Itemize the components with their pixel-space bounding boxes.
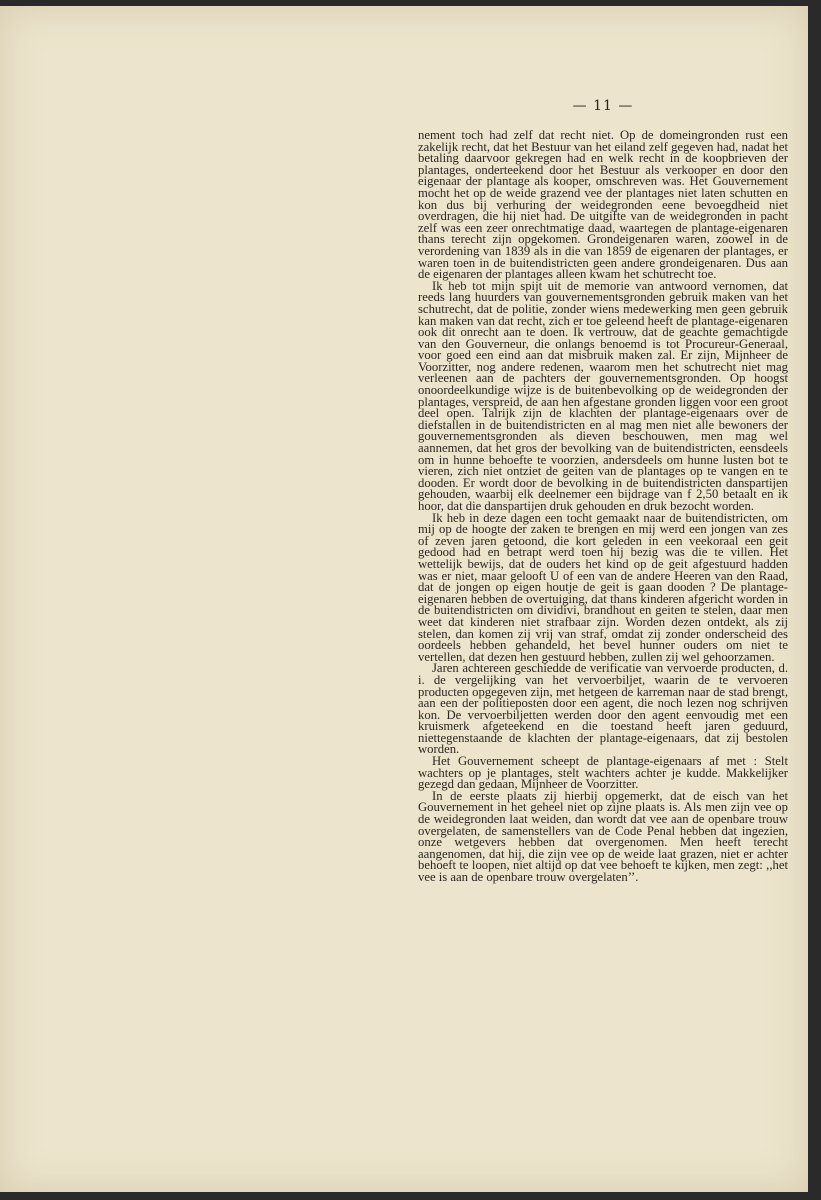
paragraph-1: nement toch had zelf dat recht niet. Op de domeingronden rust een zakelijk recht, dat het Bestuur van het eiland zelf gegeven had, nadat het betaling daarvoor gekregen had en welk recht in de koopbrieven der plantages, onderteekend door het Bestuur als verkooper en door den eigenaar der plantage als kooper, omschreven was. Het Gouvernement mocht het op de weide grazend vee der plantages niet laten schutten en kon dus bij verhuring der weidegronden eene bevoegdheid niet overdragen, die hij niet had. De uitgifte van de weidegronden in pacht zelf was een zeer onrechtmatige daad, waartegen de plantage-eigenaren thans terecht zijn opgekomen. Grondeigenaren waren, zoowel in de verordening van 1839 als in die van 1859 de eigenaren der plantages, er waren toen in de buitendistricten geen andere grondeigenaren. Dus aan de eigenaren der plantages alleen kwam het schutrecht toe. [418,128,788,282]
document-page [0,6,808,1192]
page-number: — 11 — [572,98,634,114]
paragraph-3: Ik heb in deze dagen een tocht gemaakt naar de buitendistricten, om mij op de hoogte der zaken te brengen en mij werd een jongen van zes of zeven jaren getoond, die kort geleden in een veekoraal een geit gedood had en betrapt werd toen hij bezig was die te villen. Het wettelijk bewijs, dat de ouders het kind op de geit afgestuurd hadden was er niet, maar gelooft U of een van de andere Heeren van den Raad, dat de jongen op eigen houtje de geit is gaan dooden ? De plantage-eigenaren hebben de overtuiging, dat thans kinderen afgericht worden in de buitendistricten om dividivi, brandhout en geiten te stelen, daar men weet dat kinderen niet strafbaar zijn. Worden dezen ontdekt, als zij stelen, dan komen zij vrij van straf, omdat zij zonder onderscheid des oordeels hebben gehandeld, het bevel hunner ouders om niet te vertellen, dat dezen hen gestuurd hebben, zullen zij wel gehoorzamen. [418,510,788,664]
text-column [418,130,788,884]
paragraph-2: Ik heb tot mijn spijt uit de memorie van antwoord vernomen, dat reeds lang huurders van gouvernementsgronden gebruik maken van het schutrecht, dat de politie, zonder wiens medewerking men geen gebruik kan maken van dat recht, zich er toe geleend heeft de plantage-eigenaren ook dit onrecht aan te doen. Ik vertrouw, dat de geachte gemachtigde van den Gouverneur, die onlangs benoemd is tot Procureur-Generaal, voor goed een eind aan dat misbruik maken zal. Er zijn, Mijnheer de Voorzitter, nog andere redenen, waarom men het schutrecht niet mag verleenen aan de pachters der gouvernementsgronden. Op hoogst onoordeelkundige wijze is de buitenbevolking op de weidegronden der plantages, verspreid, de aan hen afgestane gronden liggen voor een groot deel open. Talrijk zijn de klachten der plantage-eigenaars over de diefstallen in de buitendistricten en al mag men niet alle bewoners der gouvernementsgronden als dieven beschouwen, men mag wel aannemen, dat het gros der bevolking van de buitendistricten, eensdeels om in hunne behoefte te voorzien, andersdeels om hunne lusten bot te vieren, zich niet ontziet de geiten van de plantages op te vangen en te dooden. Er wordt door de bevolking in de buitendistricten danspartijen gehouden, waarbij elk deelnemer een bijdrage van f 2,50 betaalt en ik hoor, dat die danspartijen druk gehouden en druk bezocht worden. [418,278,788,513]
paragraph-5: Het Gouvernement scheept de plantage-eigenaars af met : Stelt wachters op je plantages, stelt wachters achter je kudde. Makkelijker gezegd dan gedaan, Mijnheer de Voorzitter. [418,754,788,792]
paragraph-4: Jaren achtereen geschiedde de verificatie van vervoerde producten, d. i. de vergelijking van het vervoerbiljet, waarin de te vervoeren producten opgegeven zijn, met hetgeen de karreman naar de stad brengt, aan een der politieposten door een agent, die noch lezen nog schrijven kon. De vervoerbiljetten werden door den agent eenvoudig met een kruismerk afgeteekend en die toestand heeft jaren geduurd, niettegenstaande de klachten der plantage-eigenaars, dat zij bestolen worden. [418,661,788,757]
paragraph-6: In de eerste plaats zij hierbij opgemerkt, dat de eisch van het Gouvernement in het geheel niet op zijne plaats is. Als men zijn vee op de weidegronden laat weiden, dan wordt dat vee aan de openbare trouw overgelaten, de samenstellers van de Code Penal hebben dat ingezien, onze wetgevers hebben dat overgenomen. Men heeft terecht aangenomen, dat hij, die zijn vee op de weide laat grazen, niet er achter behoeft te loopen, niet altijd op dat vee behoeft te kijken, men zegt: ,,het vee is aan de openbare trouw overgelaten’’. [418,788,788,884]
